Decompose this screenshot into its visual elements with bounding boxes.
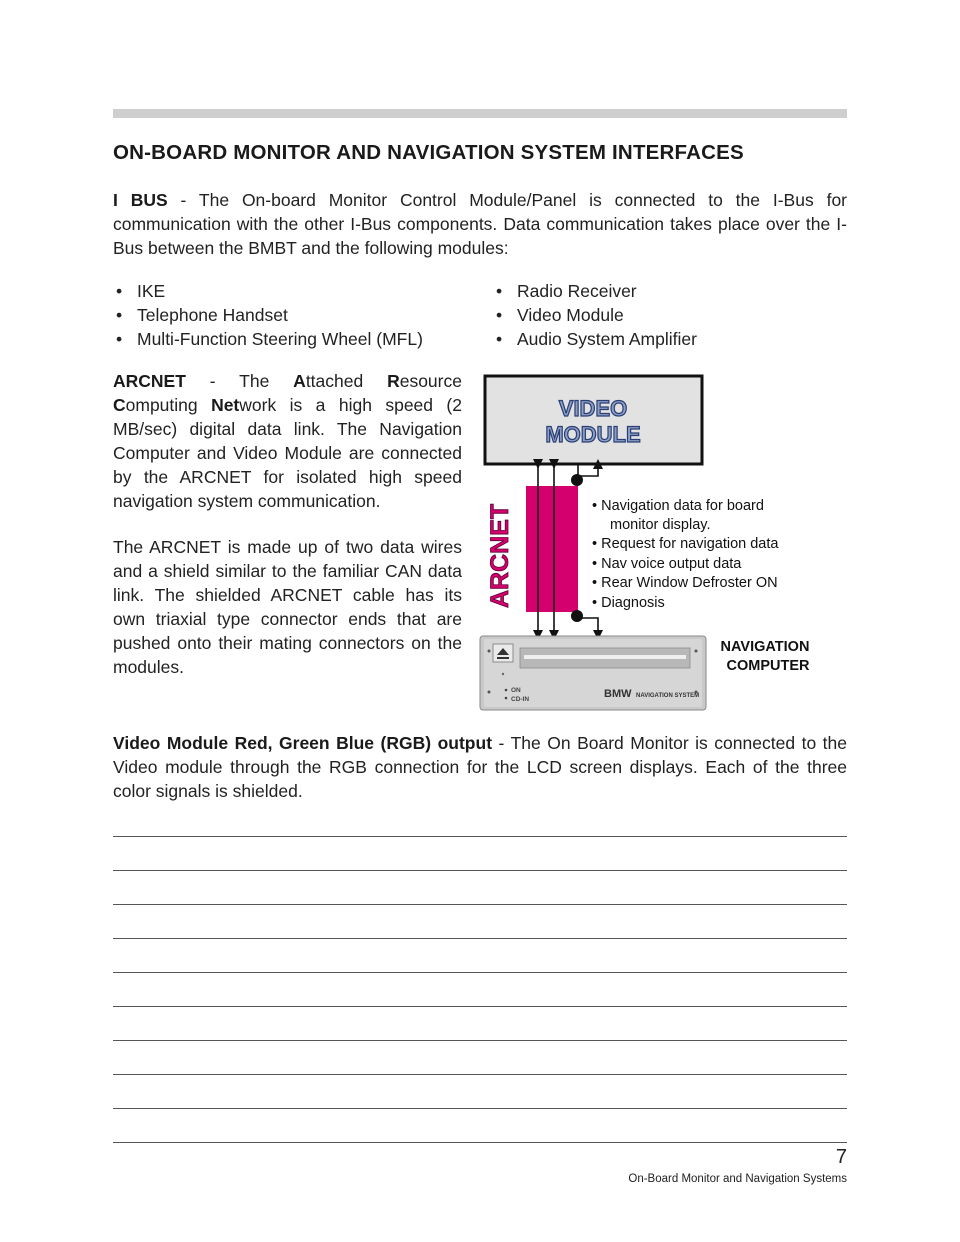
note-line — [113, 1040, 847, 1041]
arcnet-term: ARCNET — [113, 371, 186, 391]
note-line — [113, 836, 847, 837]
signal-item: • Request for navigation data — [592, 536, 779, 552]
list-item: • Multi-Function Steering Wheel (MFL) — [113, 327, 423, 351]
module-list-right — [493, 279, 697, 351]
signal-list — [592, 498, 779, 611]
note-line — [113, 870, 847, 871]
page-title: ON-BOARD MONITOR AND NAVIGATION SYSTEM INTERFACES — [113, 141, 744, 164]
arcnet-text: omputing — [125, 395, 212, 415]
arcnet-letter: Net — [211, 395, 240, 415]
page-number: 7 — [835, 1146, 847, 1168]
footer-title: On-Board Monitor and Navigation Systems — [628, 1173, 847, 1185]
unit-cdin-label: CD-IN — [511, 696, 530, 703]
note-line — [113, 1074, 847, 1075]
shield-node — [571, 610, 583, 622]
unit-on-label: ON — [511, 687, 521, 694]
arcnet-text: - The — [185, 371, 294, 391]
rgb-text: - The On Board Monitor is connected to the Video module through the RGB connection for the LCD screen displays. Each of the three color signals is shielded. — [113, 733, 848, 801]
unit-system-label: NAVIGATION SYSTEM — [636, 693, 700, 699]
note-line — [113, 972, 847, 973]
nav-computer-unit — [480, 636, 706, 710]
arcnet-letter: C — [113, 395, 126, 415]
signal-item: monitor display. — [610, 517, 711, 533]
arcnet-diagram — [470, 368, 810, 713]
arcnet-paragraph — [113, 369, 462, 513]
shield-wire — [578, 464, 598, 476]
ibus-text: - The On-board Monitor Control Module/Panel is connected to the I-Bus for communication with the other I-Bus components. Data communication takes place over the I-Bus between the BMBT and the following modules: — [113, 190, 847, 258]
module-list-left — [113, 279, 423, 351]
arcnet-paragraph-2: The ARCNET is made up of two data wires and a shield similar to the familiar CAN data link. The shielded ARCNET cable has its own triaxial type connector ends that are pushed onto their mating connectors on the modules. — [113, 537, 462, 677]
signal-item: • Rear Window Defroster ON — [592, 575, 778, 591]
arcnet-shield-band — [526, 486, 578, 612]
arcnet-letter: A — [293, 371, 306, 391]
signal-item: • Nav voice output data — [592, 556, 742, 572]
list-item: • Radio Receiver — [493, 279, 697, 303]
arcnet-vertical-label: ARCNET — [486, 503, 514, 608]
list-item: • Audio System Amplifier — [493, 327, 697, 351]
note-line — [113, 1108, 847, 1109]
arcnet-text: esource — [399, 371, 462, 391]
signal-item: • Diagnosis — [592, 595, 665, 611]
unit-brand: BMW — [604, 688, 632, 700]
list-item: • Telephone Handset — [113, 303, 423, 327]
note-line — [113, 904, 847, 905]
rgb-paragraph — [113, 731, 847, 803]
nav-computer-label: NAVIGATION — [720, 639, 810, 655]
rgb-term: Video Module Red, Green Blue (RGB) output — [113, 733, 493, 753]
video-module-label: MODULE — [545, 422, 641, 447]
nav-computer-label: COMPUTER — [726, 658, 810, 674]
note-line — [113, 938, 847, 939]
note-line — [113, 1142, 847, 1143]
note-lines — [113, 836, 847, 1146]
list-item: • Video Module — [493, 303, 697, 327]
video-module-label: VIDEO — [558, 396, 628, 421]
header-rule — [113, 109, 847, 118]
arcnet-letter: R — [387, 371, 400, 391]
list-item: • IKE — [113, 279, 423, 303]
signal-item: • Navigation data for board — [592, 498, 764, 514]
ibus-paragraph — [113, 188, 847, 260]
ibus-term: I BUS — [113, 190, 168, 210]
arcnet-text: ttached — [305, 371, 388, 391]
note-line — [113, 1006, 847, 1007]
arcnet-text: work is a high speed (2 MB/sec) digital data link. The Navigation Computer and Video Module are connected by the ARCNET for isolated high speed navigation system communication. — [113, 395, 462, 511]
